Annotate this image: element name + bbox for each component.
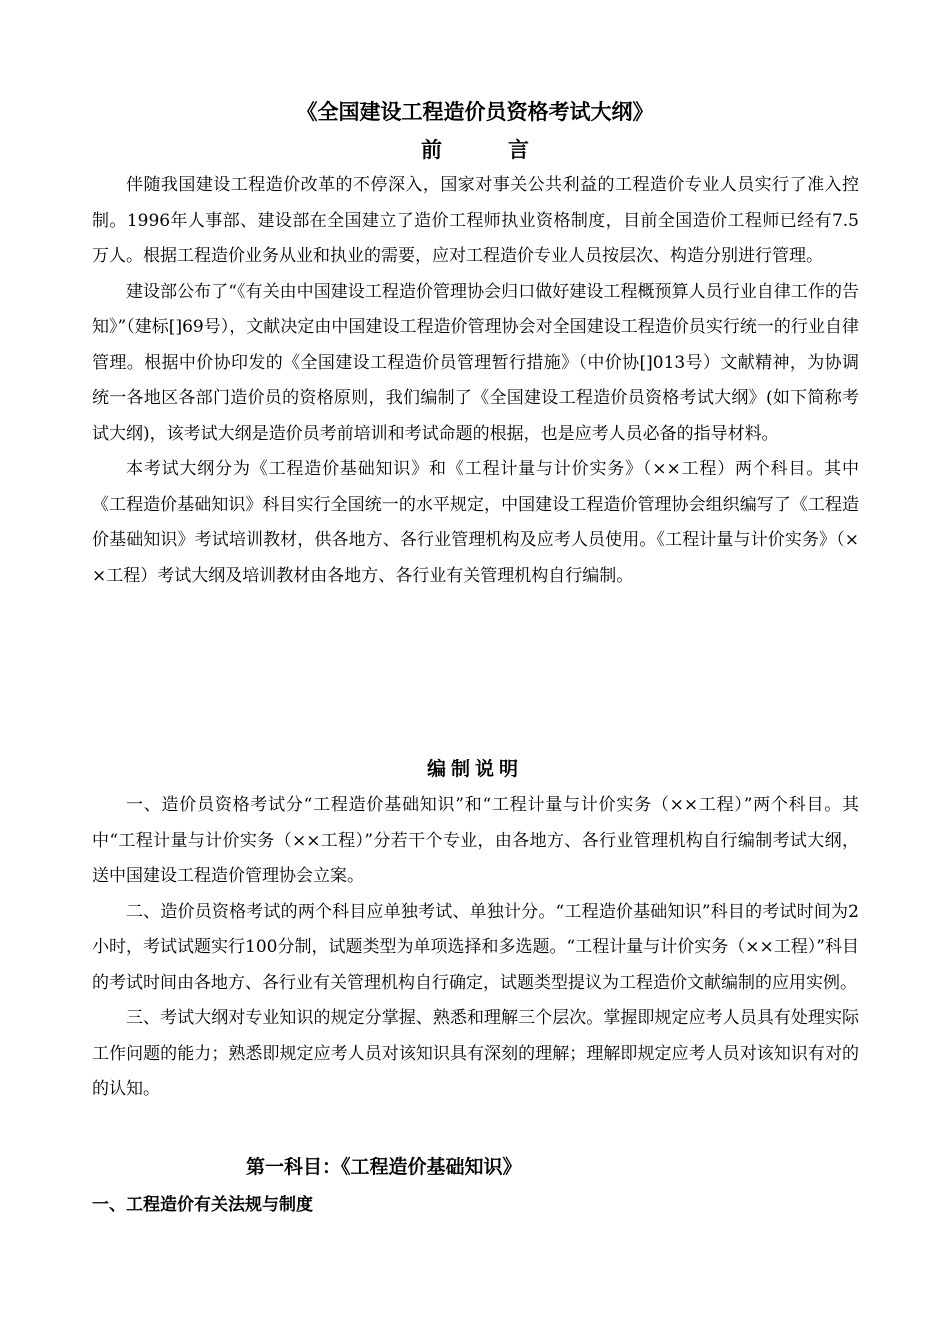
preface-paragraph: 建设部公布了“《有关由中国建设工程造价管理协会归口做好建设工程概预算人员行业自律工作的告知》”（建标[]69号），文献决定由中国建设工程造价管理协会对全国建设工程造价员实行统一的行业自律管理。根据中价协印发的《全国建设工程造价员管理暂行措施》（中价协[]013号）文献精神，为协调统一各地区各部门造价员的资格原则，我们编制了《全国建设工程造价员资格考试大纲》(如下简称考试大纲)，该考试大纲是造价员考前培训和考试命题的根据，也是应考人员必备的指导材料。: [92, 281, 859, 444]
preface-heading: [0, 135, 950, 165]
preface-heading-left: 前: [421, 137, 442, 162]
notes-heading: 编制说明: [426, 758, 523, 780]
notes-body: [92, 788, 859, 1108]
notes-paragraph: 三、考试大纲对专业知识的规定分掌握、熟悉和理解三个层次。掌握即规定应考人员具有处理实际工作问题的能力；熟悉即规定应考人员对该知识具有深刻的理解；理解即规定应考人员对该知识有对的的认知。: [92, 1008, 859, 1099]
preface-heading-right: 言: [508, 137, 529, 162]
preface-paragraph: 本考试大纲分为《工程造价基础知识》和《工程计量与计价实务》（××工程）两个科目。其中《工程造价基础知识》科目实行全国统一的水平规定，中国建设工程造价管理协会组织编写了《工程造价基础知识》考试培训教材，供各地方、各行业管理机构及应考人员使用。《工程计量与计价实务》（××工程）考试大纲及培训教材由各地方、各行业有关管理机构自行编制。: [92, 459, 859, 586]
chapter-heading: 一、工程造价有关法规与制度: [92, 1195, 313, 1215]
notes-paragraph: 二、造价员资格考试的两个科目应单独考试、单独计分。“工程造价基础知识”科目的考试时间为2小时，考试试题实行100分制，试题类型为单项选择和多选题。“工程计量与计价实务（××工程）”科目的考试时间由各地方、各行业有关管理机构自行确定，试题类型提议为工程造价文献编制的应用实例。: [92, 901, 859, 993]
subject-heading: 第一科目：《工程造价基础知识》: [246, 1156, 522, 1178]
document-title: 《全国建设工程造价员资格考试大纲》: [296, 99, 654, 124]
notes-paragraph: 一、造价员资格考试分“工程造价基础知识”和“工程计量与计价实务（××工程）”两个科目。其中“工程计量与计价实务（××工程）”分若干个专业，由各地方、各行业管理机构自行编制考试大纲，送中国建设工程造价管理协会立案。: [92, 795, 859, 886]
preface-paragraph: 伴随我国建设工程造价改革的不停深入，国家对事关公共利益的工程造价专业人员实行了准入控制。1996年人事部、建设部在全国建立了造价工程师执业资格制度，目前全国造价工程师已经有7.5万人。根据工程造价业务从业和执业的需要，应对工程造价专业人员按层次、构造分别进行管理。: [92, 175, 859, 266]
preface-body: [92, 168, 859, 594]
